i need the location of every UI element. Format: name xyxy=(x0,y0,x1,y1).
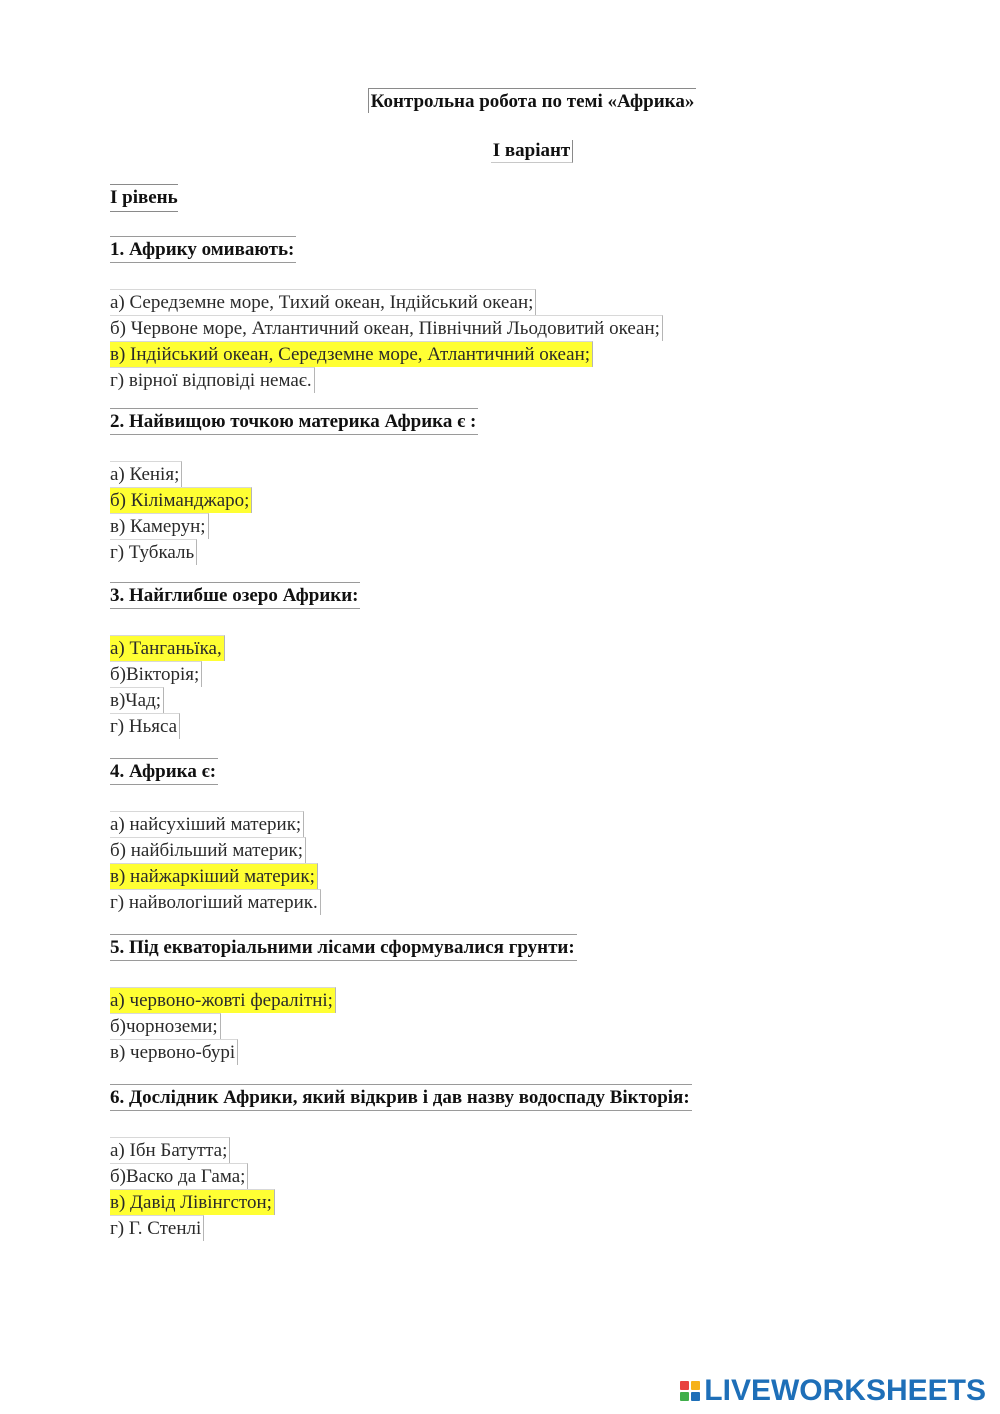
watermark-text: LIVEWORKSHEETS xyxy=(704,1374,986,1407)
answer-option[interactable]: в) червоно-бурі xyxy=(110,1039,930,1065)
answer-option[interactable]: а) Кенія; xyxy=(110,461,930,487)
answer-option-highlighted[interactable]: а) червоно-жовті фералітні; xyxy=(110,987,930,1013)
answer-option-highlighted[interactable]: б) Кіліманджаро; xyxy=(110,487,930,513)
question-title: 6. Дослідник Африки, який відкрив і дав назву водоспаду Вікторія: xyxy=(110,1084,930,1111)
answer-option[interactable]: а) Ібн Батутта; xyxy=(110,1137,930,1163)
answer-options xyxy=(110,987,930,1065)
question-title: 4. Африка є: xyxy=(110,758,930,785)
answer-options xyxy=(110,811,930,915)
answer-option[interactable]: г) найвологіший материк. xyxy=(110,889,930,915)
answer-option[interactable]: г) Г. Стенлі xyxy=(110,1215,930,1241)
answer-option[interactable]: в)Чад; xyxy=(110,687,930,713)
answer-option[interactable]: а) Середземне море, Тихий океан, Індійський океан; xyxy=(110,289,930,315)
answer-option[interactable]: г) Тубкаль xyxy=(110,539,930,565)
answer-options xyxy=(110,1137,930,1241)
question-3 xyxy=(110,582,930,739)
answer-option[interactable]: б)Васко да Гама; xyxy=(110,1163,930,1189)
question-2 xyxy=(110,408,930,565)
answer-options xyxy=(110,461,930,565)
question-6 xyxy=(110,1084,930,1241)
question-5 xyxy=(110,934,930,1065)
liveworksheets-watermark[interactable] xyxy=(680,1374,986,1408)
answer-option[interactable]: б)Вікторія; xyxy=(110,661,930,687)
answer-option-highlighted[interactable]: а) Танганьїка, xyxy=(110,635,930,661)
answer-option-highlighted[interactable]: в) Індійський океан, Середземне море, Атлантичний океан; xyxy=(110,341,930,367)
question-title: 5. Під екваторіальними лісами сформувалися грунти: xyxy=(110,934,930,961)
question-title: 2. Найвищою точкою материка Африка є : xyxy=(110,408,930,435)
answer-option-highlighted[interactable]: в) найжаркіший материк; xyxy=(110,863,930,889)
answer-option[interactable]: б) Червоне море, Атлантичний океан, Північний Льодовитий океан; xyxy=(110,315,930,341)
liveworksheets-logo-icon xyxy=(680,1381,700,1401)
question-title: 1. Африку омивають: xyxy=(110,236,930,263)
question-title: 3. Найглибше озеро Африки: xyxy=(110,582,930,609)
level-label: І рівень xyxy=(110,184,178,212)
answer-option[interactable]: б) найбільший материк; xyxy=(110,837,930,863)
variant-label: І варіант xyxy=(0,140,1000,163)
document-title: Контрольна робота по темі «Африка» xyxy=(0,88,1000,113)
answer-option[interactable]: б)чорноземи; xyxy=(110,1013,930,1039)
answer-options xyxy=(110,289,930,393)
question-4 xyxy=(110,758,930,915)
answer-options xyxy=(110,635,930,739)
question-1 xyxy=(110,236,930,393)
answer-option[interactable]: а) найсухіший материк; xyxy=(110,811,930,837)
answer-option[interactable]: в) Камерун; xyxy=(110,513,930,539)
answer-option-highlighted[interactable]: в) Давід Лівінгстон; xyxy=(110,1189,930,1215)
answer-option[interactable]: г) вірної відповіді немає. xyxy=(110,367,930,393)
answer-option[interactable]: г) Ньяса xyxy=(110,713,930,739)
